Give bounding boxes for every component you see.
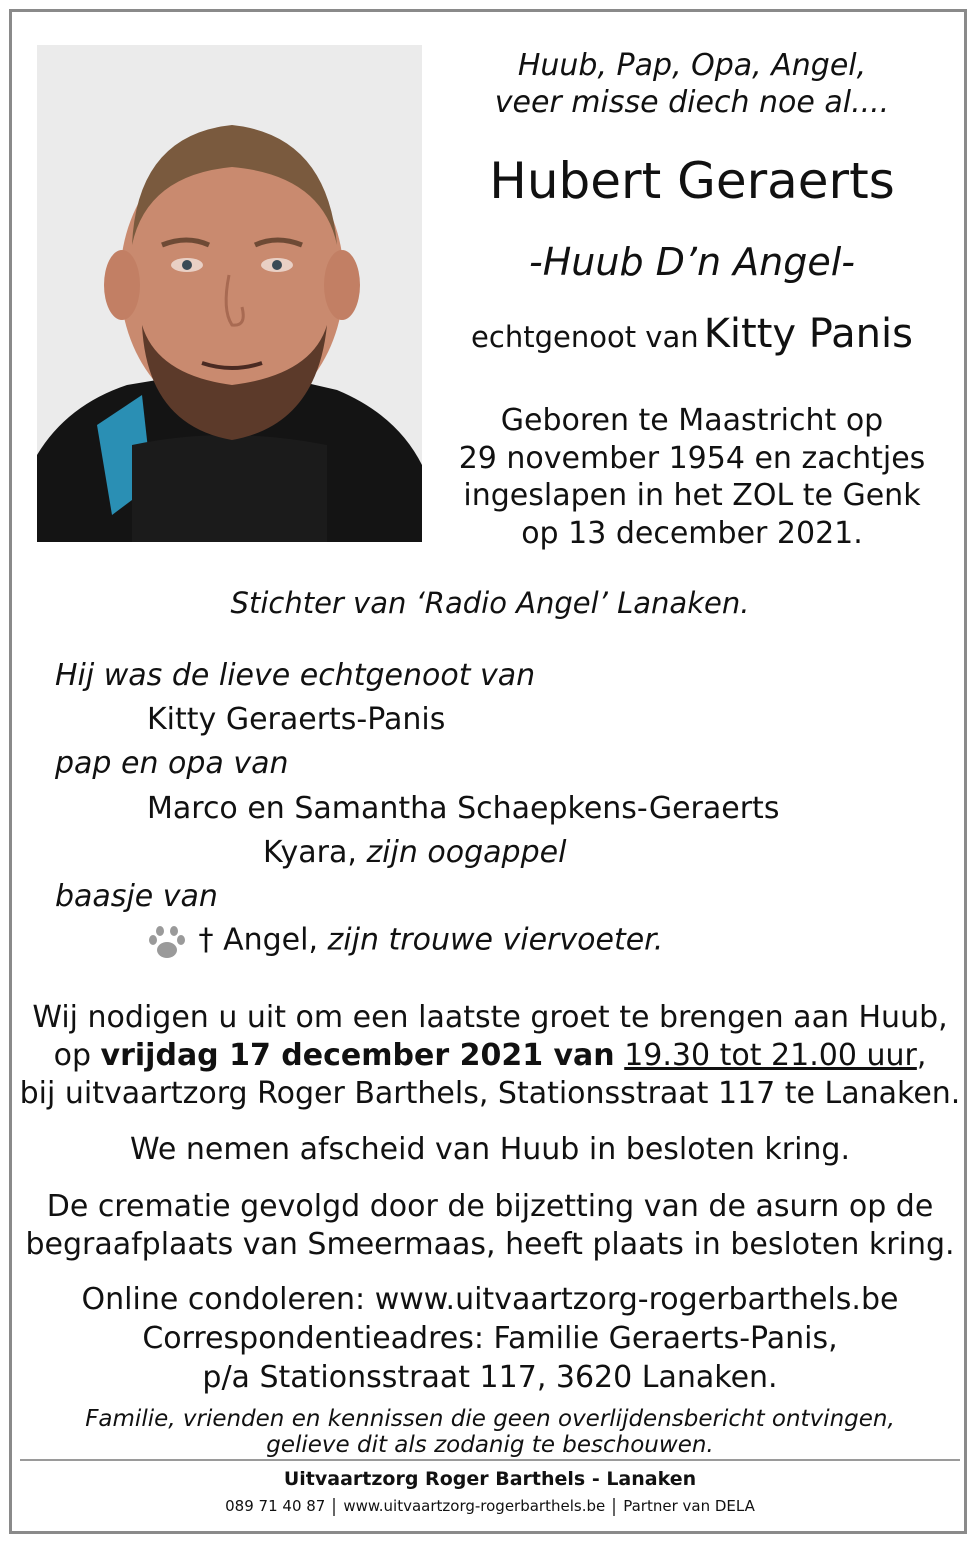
portrait-photo <box>37 45 422 542</box>
birth-line-4: op 13 december 2021. <box>521 515 863 551</box>
footer-company: Uitvaartzorg Roger Barthels - Lanaken <box>283 1468 697 1490</box>
online-condolence: Online condoleren: www.uitvaartzorg-rogerbarthels.be <box>81 1282 899 1317</box>
deceased-name: Hubert Geraerts <box>489 152 895 210</box>
paw-print-icon <box>145 921 189 961</box>
spouse-line <box>432 308 952 368</box>
invite-prefix: op <box>53 1038 91 1073</box>
invite-line-1: Wij nodigen u uit om een laatste groet te brengen aan Huub, <box>32 1000 948 1035</box>
invite-line-3: bij uitvaartzorg Roger Barthels, Stationsstraat 117 te Lanaken. <box>19 1076 961 1111</box>
address-line-2: p/a Stationsstraat 117, 3620 Lanaken. <box>202 1360 778 1395</box>
nickname: -Huub D’n Angel- <box>528 240 855 284</box>
footer-separator <box>613 1498 615 1516</box>
footer-divider <box>20 1459 960 1461</box>
pet-note: zijn trouwe viervoeter. <box>327 922 664 958</box>
spouse-full-name: Kitty Geraerts-Panis <box>147 702 446 737</box>
pet-line <box>145 921 663 961</box>
motto-line-1: Huub, Pap, Opa, Angel, <box>517 48 867 83</box>
farewell-text: We nemen afscheid van Huub in besloten kring. <box>129 1132 850 1167</box>
birth-line-2: 29 november 1954 en zachtjes <box>458 440 926 476</box>
footer-contact <box>0 1495 980 1517</box>
motto <box>432 47 952 121</box>
grandchild-note: zijn oogappel <box>366 835 567 870</box>
pet-intro: baasje van <box>55 879 218 914</box>
invite-line-2 <box>0 1038 980 1073</box>
invite-comma: , <box>916 1038 927 1073</box>
grandchild-name: Kyara, <box>263 835 357 870</box>
footer-separator <box>333 1498 335 1516</box>
grandchild-line <box>263 835 566 870</box>
birth-info <box>432 402 952 552</box>
spouse-intro: Hij was de lieve echtgenoot van <box>55 658 536 693</box>
footer-partner: Partner van DELA <box>623 1497 755 1515</box>
motto-line-2: veer misse diech noe al.... <box>494 85 890 120</box>
cremation-line-1: De crematie gevolgd door de bijzetting van de asurn op de <box>46 1189 934 1224</box>
children-names: Marco en Samantha Schaepkens-Geraerts <box>147 791 780 826</box>
birth-line-3: ingeslapen in het ZOL te Genk <box>463 478 921 513</box>
footer-phone: 089 71 40 87 <box>225 1497 326 1515</box>
footer-website[interactable]: www.uitvaartzorg-rogerbarthels.be <box>343 1497 606 1515</box>
notice-line-1: Familie, vrienden en kennissen die geen overlijdensbericht ontvingen, <box>85 1406 895 1432</box>
birth-line-1: Geboren te Maastricht op <box>500 403 884 438</box>
spouse-prefix: echtgenoot van <box>471 320 699 354</box>
address-line-1: Correspondentieadres: Familie Geraerts-Panis, <box>142 1321 838 1356</box>
invite-time: 19.30 tot 21.00 uur <box>624 1038 917 1073</box>
invite-date: vrijdag 17 december 2021 van <box>100 1038 615 1073</box>
children-intro: pap en opa van <box>55 746 289 781</box>
portrait-illustration <box>37 45 422 542</box>
spouse-name: Kitty Panis <box>703 311 913 357</box>
notice-line-2: gelieve dit als zodanig te beschouwen. <box>266 1432 714 1458</box>
founder-text: Stichter van ‘Radio Angel’ Lanaken. <box>230 586 750 620</box>
pet-name: † Angel, <box>198 922 318 958</box>
cremation-line-2: begraafplaats van Smeermaas, heeft plaats in besloten kring. <box>25 1227 955 1262</box>
